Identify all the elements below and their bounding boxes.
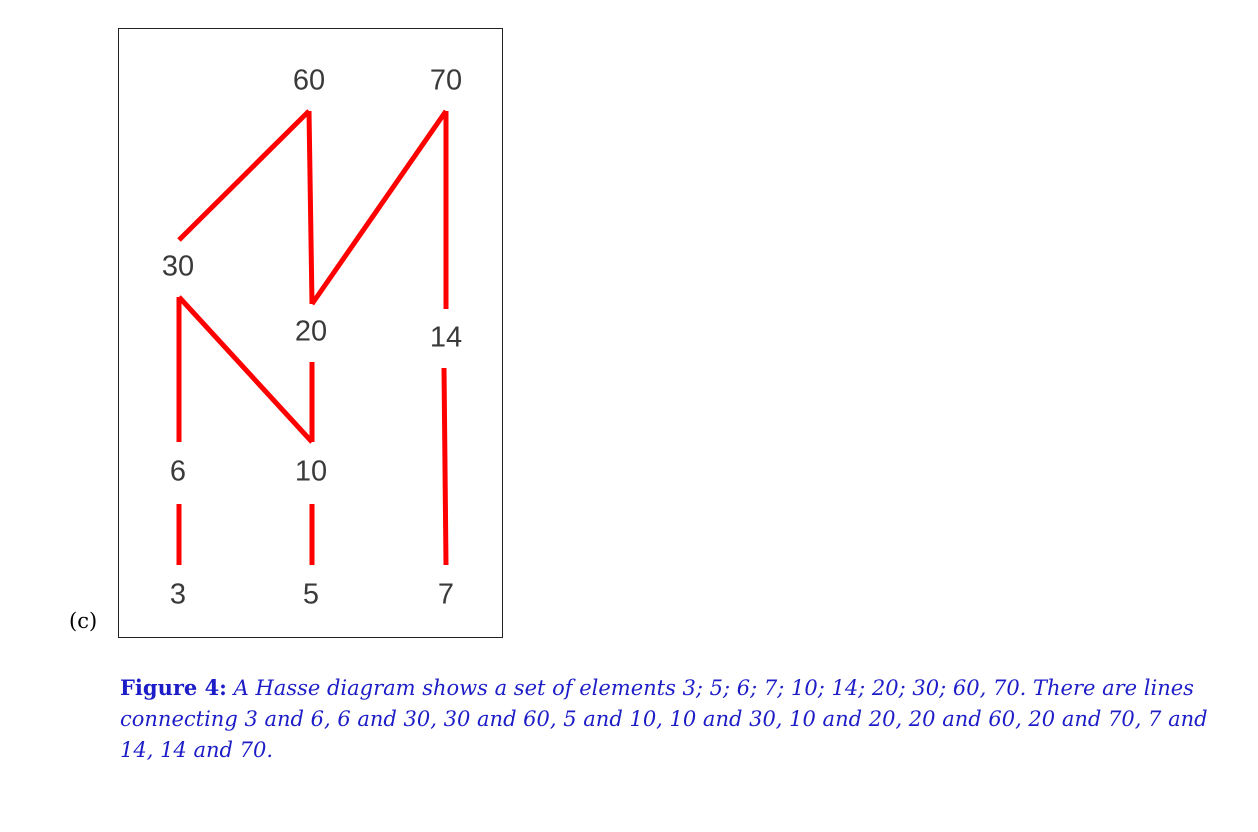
node-7: 7	[437, 578, 455, 611]
edge-10-30	[179, 297, 312, 442]
node-6: 6	[169, 455, 187, 488]
node-20: 20	[294, 315, 328, 348]
edge-20-70	[312, 111, 446, 304]
node-70: 70	[429, 64, 463, 97]
edge-30-60	[179, 111, 309, 240]
node-14: 14	[429, 321, 463, 354]
hasse-diagram	[118, 28, 503, 638]
edge-20-60	[309, 111, 312, 304]
node-30: 30	[161, 250, 195, 283]
caption-text: A Hasse diagram shows a set of elements 3; 5; 6; 7; 10; 14; 20; 30; 60, 70. There are lines connecting 3 and 6, 6 and 30, 30 and 60, 5 and 10, 10 and 30, 10 and 20, 20 and 60, 20 and 70, 7 and 14, 14 and 70.	[120, 676, 1208, 762]
node-60: 60	[292, 64, 326, 97]
figure-caption	[120, 672, 1245, 766]
edge-7-14	[444, 368, 446, 565]
node-10: 10	[294, 455, 328, 488]
caption-label: Figure 4:	[120, 675, 227, 700]
figure-sublabel: (c)	[69, 609, 98, 633]
node-3: 3	[169, 578, 187, 611]
node-5: 5	[302, 578, 320, 611]
